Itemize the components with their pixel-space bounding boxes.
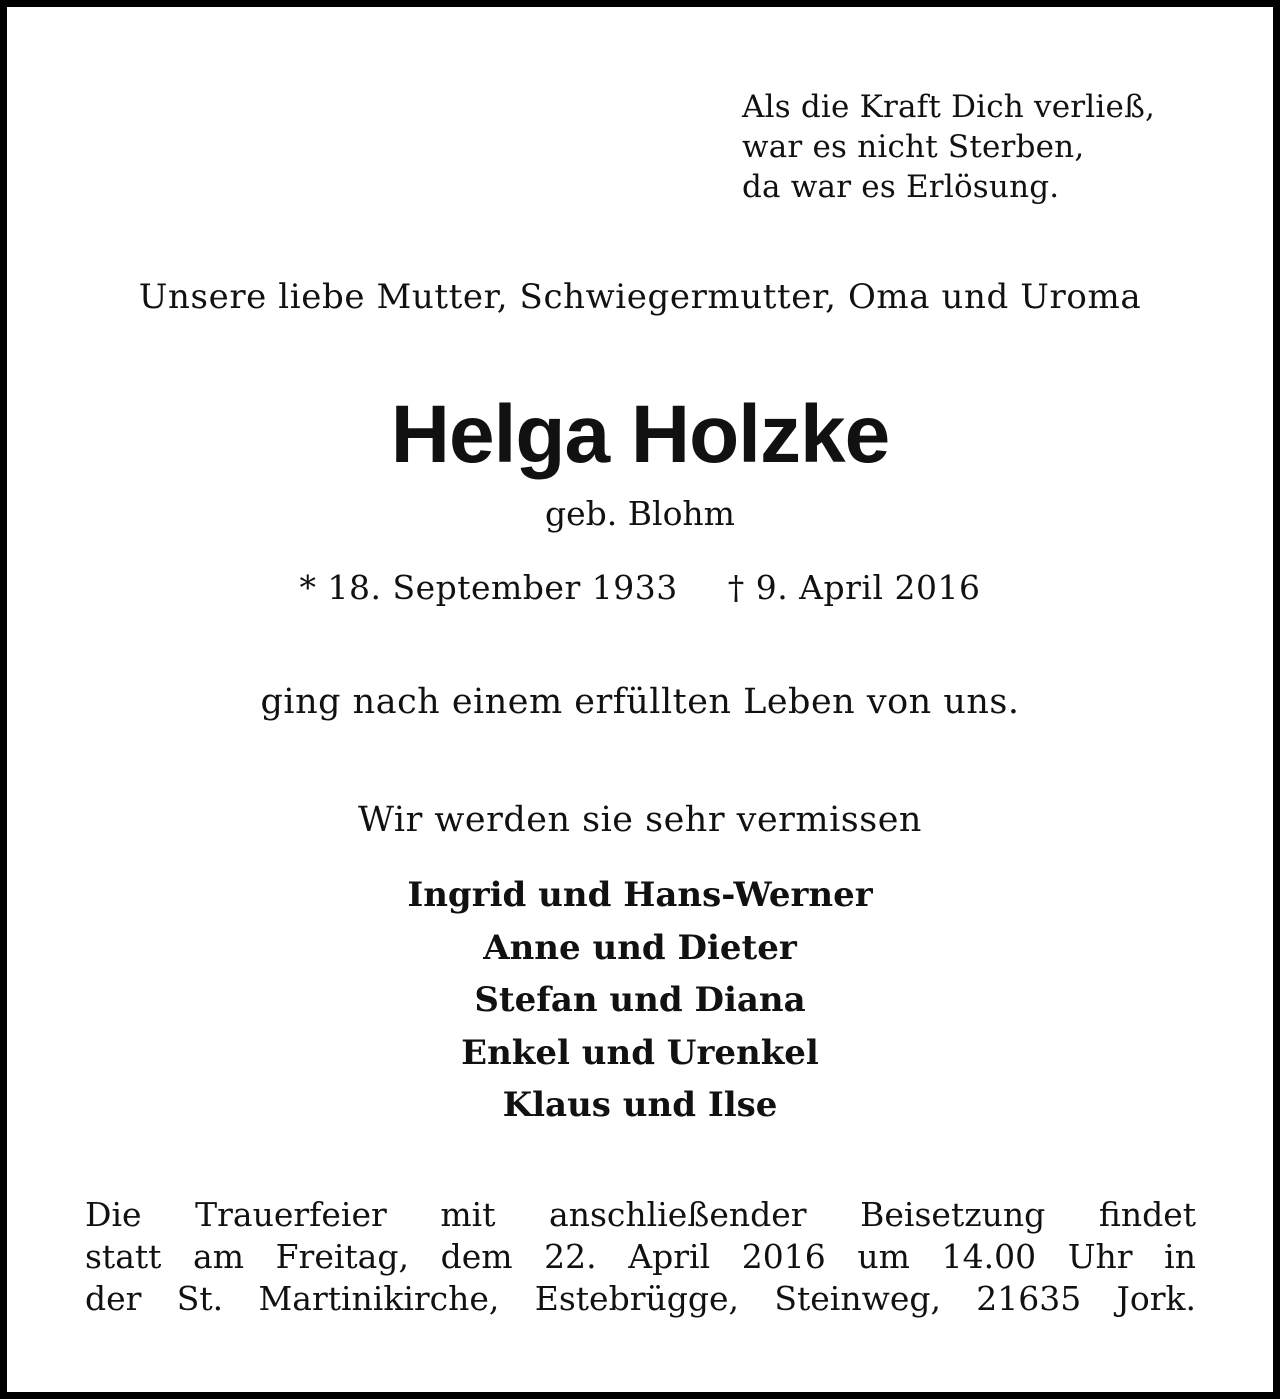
funeral-line: statt am Freitag, dem 22. April 2016 um 14.00 Uhr in <box>85 1237 1196 1276</box>
life-dates <box>7 566 1273 610</box>
memorial-quote <box>742 87 1242 207</box>
quote-line: Als die Kraft Dich verließ, <box>742 89 1156 125</box>
quote-line: da war es Erlösung. <box>742 169 1060 205</box>
death-date: † 9. April 2016 <box>727 568 981 607</box>
quote-line: war es nicht Sterben, <box>742 129 1085 165</box>
mourners-list <box>7 869 1273 1132</box>
mourner-entry: Stefan und Diana <box>474 980 806 1020</box>
mourner-entry: Anne und Dieter <box>483 927 797 968</box>
passed-away-text: ging nach einem erfüllten Leben von uns. <box>260 682 1020 722</box>
mourner-entry: Ingrid und Hans-Werner <box>407 875 873 915</box>
deceased-name: Helga Holzke <box>390 389 890 480</box>
intro-text: Unsere liebe Mutter, Schwiegermutter, Oma und Uroma <box>138 277 1142 317</box>
funeral-line: Die Trauerfeier mit anschließender Beisetzung findet <box>85 1195 1196 1234</box>
maiden-name: geb. Blohm <box>545 494 735 533</box>
miss-text: Wir werden sie sehr vermissen <box>358 800 922 840</box>
mourner-entry: Enkel und Urenkel <box>461 1032 819 1073</box>
funeral-details <box>85 1194 1196 1320</box>
funeral-line: der St. Martinikirche, Estebrügge, Steinweg, 21635 Jork. <box>85 1279 1196 1318</box>
mourner-entry: Klaus und Ilse <box>502 1085 778 1125</box>
birth-date: * 18. September 1933 <box>299 568 678 607</box>
